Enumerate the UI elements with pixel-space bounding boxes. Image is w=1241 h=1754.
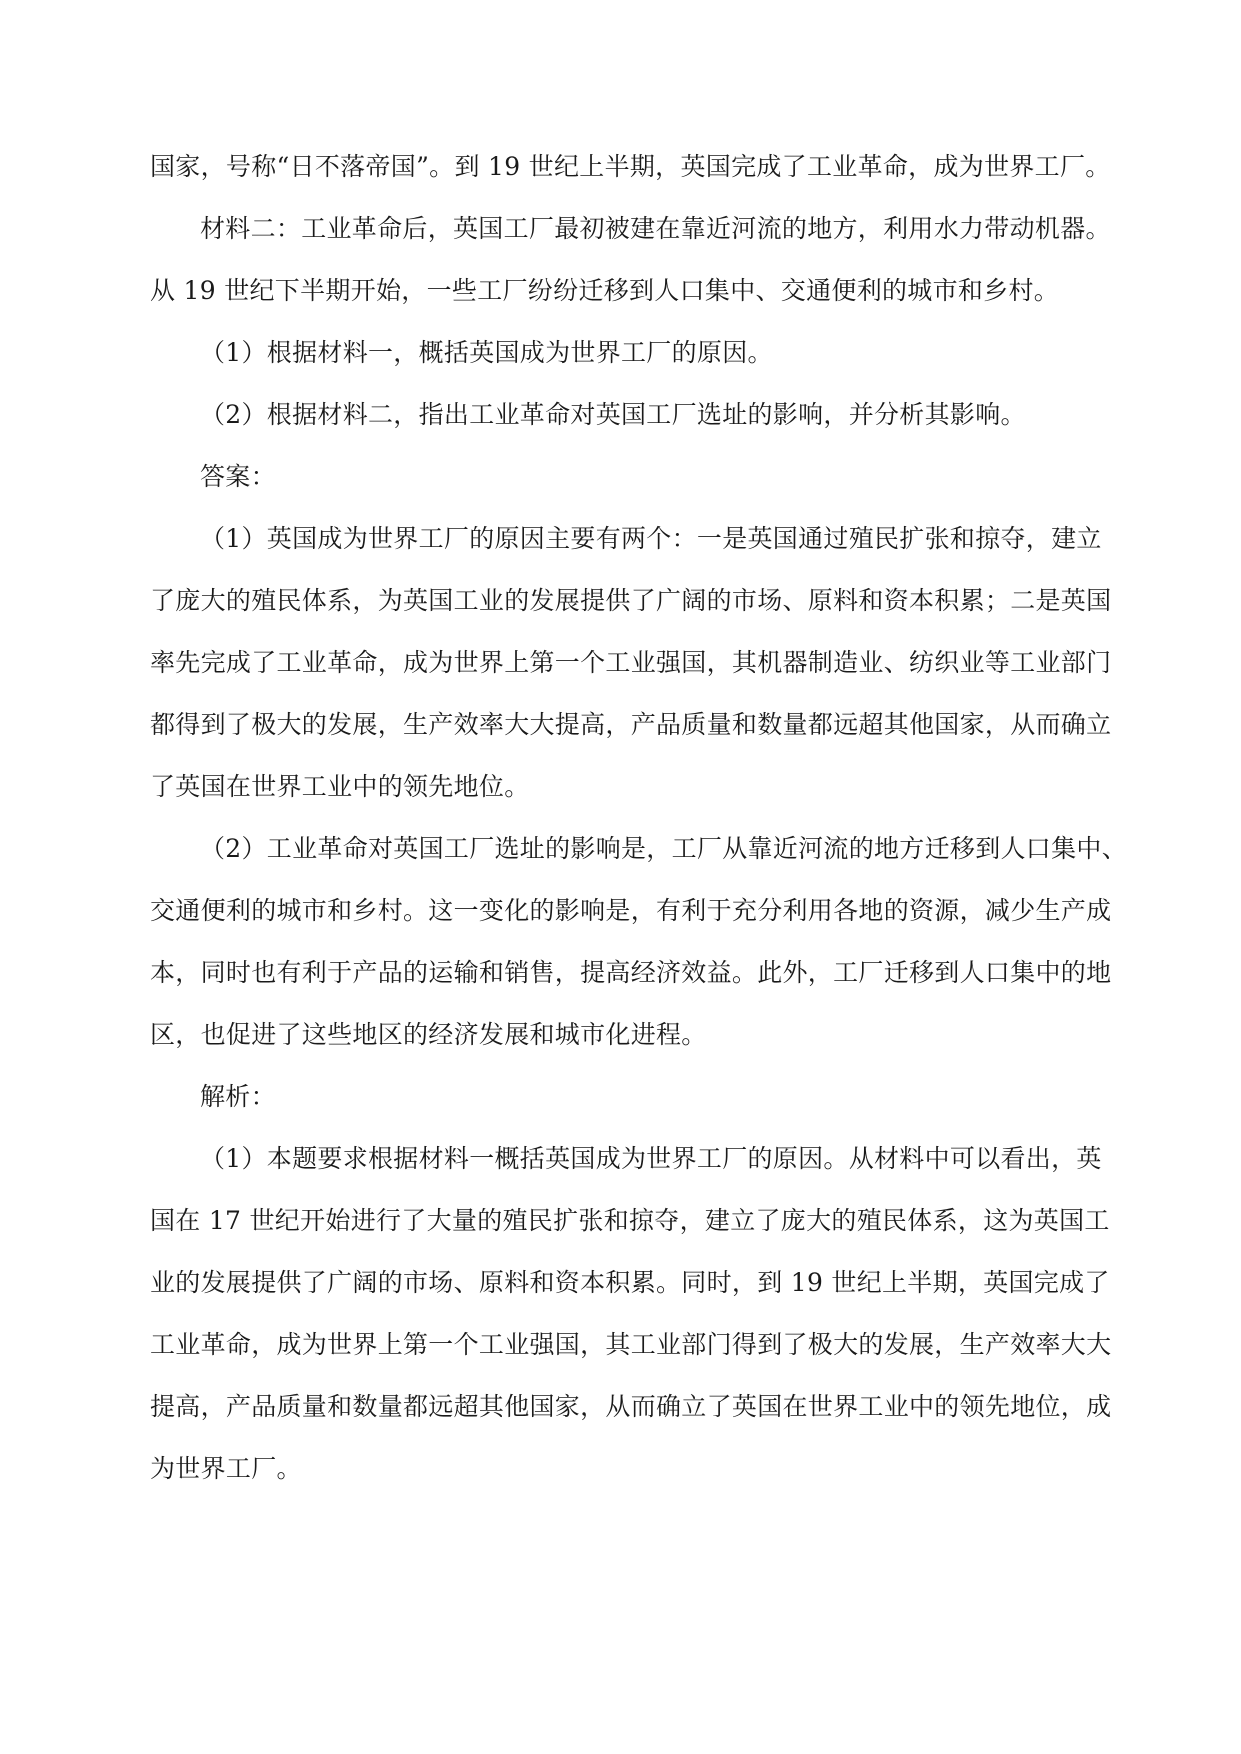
text-line: （1）英国成为世界工厂的原因主要有两个：一是英国通过殖民扩张和掠夺，建立 [200, 524, 1102, 553]
text-line: （2）工业革命对英国工厂选址的影响是，工厂从靠近河流的地方迁移到人口集中、 [200, 834, 1128, 863]
text-line: 国家，号称“日不落帝国”。到 19 世纪上半期，英国完成了工业革命，成为世界工厂。 [150, 152, 1111, 181]
text-line: （1）本题要求根据材料一概括英国成为世界工厂的原因。从材料中可以看出，英 [200, 1144, 1102, 1173]
text-line: 国在 17 世纪开始进行了大量的殖民扩张和掠夺，建立了庞大的殖民体系，这为英国工 [150, 1206, 1110, 1235]
text-line: 工业革命，成为世界上第一个工业强国，其工业部门得到了极大的发展，生产效率大大 [150, 1330, 1112, 1359]
text-line: 都得到了极大的发展，生产效率大大提高，产品质量和数量都远超其他国家，从而确立 [150, 710, 1112, 739]
text-line: 交通便利的城市和乡村。这一变化的影响是，有利于充分利用各地的资源，减少生产成 [150, 896, 1112, 925]
text-line: 解析： [200, 1082, 276, 1111]
text-line: 区，也促进了这些地区的经济发展和城市化进程。 [150, 1020, 707, 1049]
text-line: 答案： [200, 462, 276, 491]
text-line: 了英国在世界工业中的领先地位。 [150, 772, 530, 801]
text-line: 提高，产品质量和数量都远超其他国家，从而确立了英国在世界工业中的领先地位，成 [150, 1392, 1112, 1421]
text-line: 业的发展提供了广阔的市场、原料和资本积累。同时，到 19 世纪上半期，英国完成了 [150, 1268, 1110, 1297]
text-line: 率先完成了工业革命，成为世界上第一个工业强国，其机器制造业、纺织业等工业部门 [150, 648, 1112, 677]
text-line: 材料二：工业革命后，英国工厂最初被建在靠近河流的地方，利用水力带动机器。 [200, 214, 1111, 243]
text-line: （1）根据材料一，概括英国成为世界工厂的原因。 [200, 338, 773, 367]
text-line: （2）根据材料二，指出工业革命对英国工厂选址的影响，并分析其影响。 [200, 400, 1026, 429]
text-line: 从 19 世纪下半期开始，一些工厂纷纷迁移到人口集中、交通便利的城市和乡村。 [150, 276, 1060, 305]
text-line: 为世界工厂。 [150, 1454, 302, 1483]
text-line: 本，同时也有利于产品的运输和销售，提高经济效益。此外，工厂迁移到人口集中的地 [150, 958, 1112, 987]
text-line: 了庞大的殖民体系，为英国工业的发展提供了广阔的市场、原料和资本积累；二是英国 [150, 586, 1112, 615]
document-page [150, 140, 1128, 1504]
